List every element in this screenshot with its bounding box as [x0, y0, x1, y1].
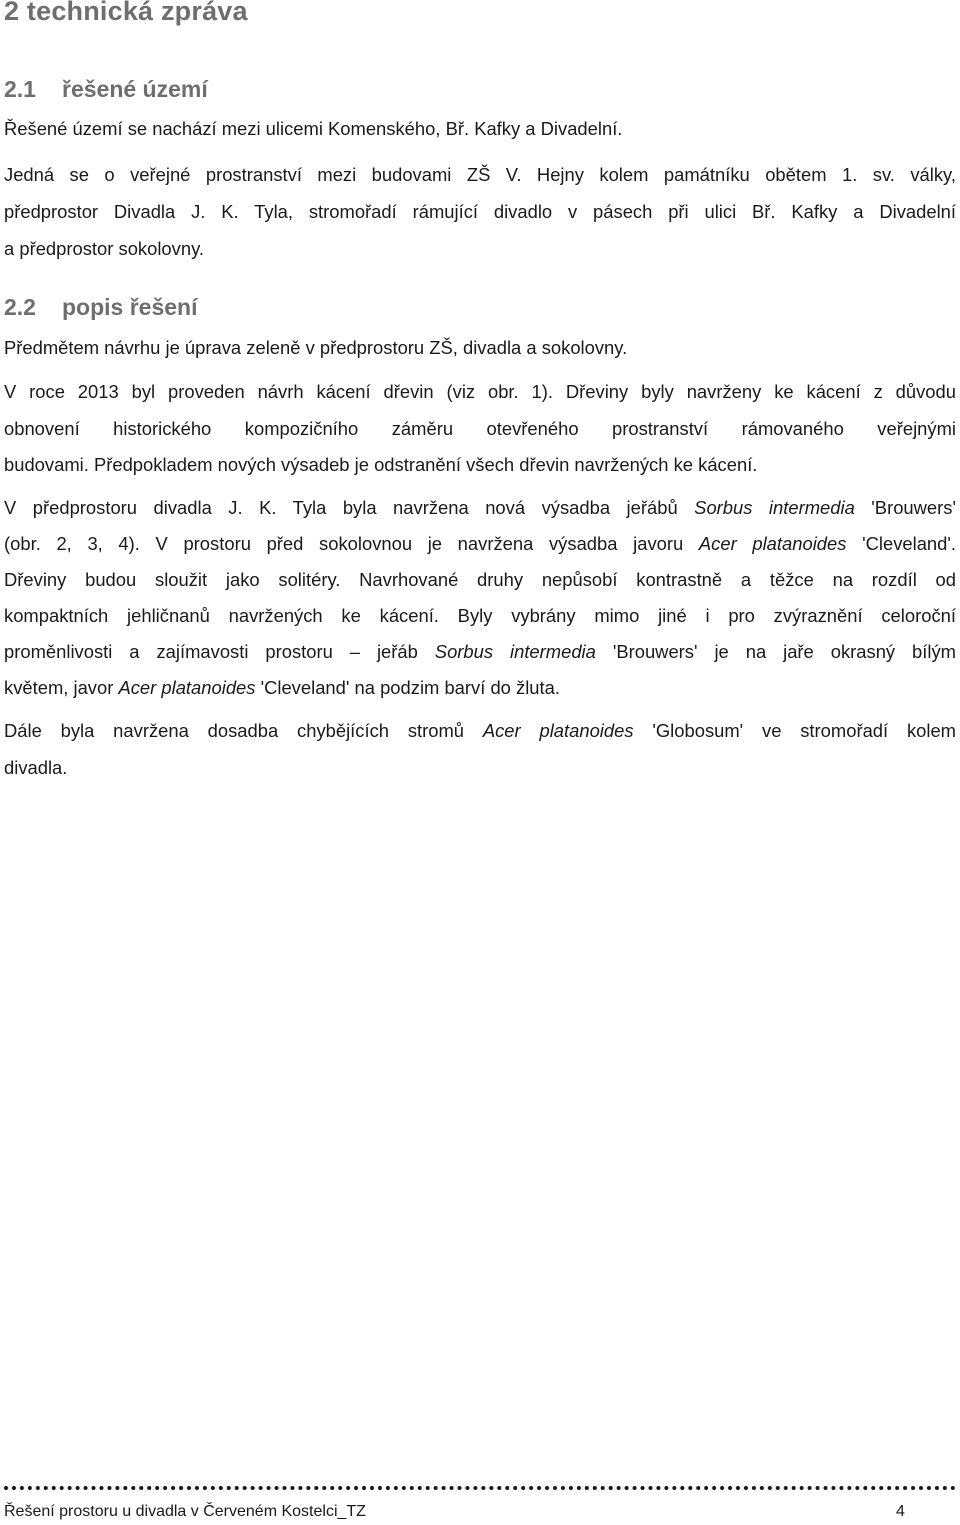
text-run: V předprostoru divadla J. K. Tyla byla navržena nová výsadba jeřábů [4, 497, 695, 518]
paragraph-line: kompaktních jehličnanů navržených ke kácení. Byly vybrány mimo jiné i pro zvýraznění celoroční [4, 605, 956, 626]
chapter-heading: 2 technická zpráva [4, 0, 248, 26]
section-number: 2.1 [4, 76, 36, 102]
paragraph-line [4, 526, 956, 563]
text-run: květem, javor [4, 677, 119, 698]
footer-title: Řešení prostoru u divadla v Červeném Kostelci_TZ [4, 1503, 366, 1520]
latin-species-name: Sorbus intermedia [694, 497, 855, 518]
text-run: proměnlivosti a zajímavosti prostoru – jeřáb [4, 641, 435, 662]
text-run: 'Cleveland' na podzim barví do žluta. [255, 677, 560, 698]
latin-species-name: Sorbus intermedia [434, 641, 596, 662]
paragraph-line: obnovení historického kompozičního záměru otevřeného prostranství rámovaného veřejnými [4, 418, 956, 439]
paragraph: Předmětem návrhu je úprava zeleně v předprostoru ZŠ, divadla a sokolovny. [4, 337, 628, 358]
paragraph-line [4, 634, 956, 671]
paragraph: Řešené území se nachází mezi ulicemi Komenského, Bř. Kafky a Divadelní. [4, 118, 623, 139]
paragraph-line: předprostor Divadla J. K. Tyla, stromořadí rámující divadlo v pásech při ulici Bř. Kafky a Divadelní [4, 201, 956, 222]
section-heading-2-1 [4, 76, 208, 103]
text-run: 'Cleveland'. [846, 533, 957, 554]
paragraph-line [4, 670, 956, 707]
footer-divider [4, 1486, 956, 1490]
text-run: Dále byla navržena dosadba chybějících stromů [4, 720, 483, 741]
paragraph-line: Dřeviny budou sloužit jako solitéry. Navrhované druhy nepůsobí kontrastně a těžce na rozdíl od [4, 569, 956, 590]
section-title: popis řešení [62, 294, 198, 320]
paragraph-line [4, 490, 956, 527]
paragraph-line: Jedná se o veřejné prostranství mezi budovami ZŠ V. Hejny kolem památníku obětem 1. sv. války, [4, 164, 956, 185]
section-title: řešené území [62, 76, 208, 102]
paragraph-line: divadla. [4, 757, 68, 778]
section-heading-2-2 [4, 294, 197, 321]
text-run: 'Brouwers' [854, 497, 956, 518]
paragraph-line: budovami. Předpokladem nových výsadeb je odstranění všech dřevin navržených ke kácení. [4, 454, 758, 475]
paragraph-line [4, 713, 956, 750]
text-run: 'Brouwers' je na jaře okrasný bílým [595, 641, 956, 662]
latin-species-name: Acer platanoides [482, 720, 634, 741]
latin-species-name: Acer platanoides [698, 533, 847, 554]
text-run: (obr. 2, 3, 4). V prostoru před sokolovnou je navržena výsadba javoru [4, 533, 699, 554]
text-run: 'Globosum' ve stromořadí kolem [633, 720, 957, 741]
latin-species-name: Acer platanoides [118, 677, 256, 698]
paragraph-line: V roce 2013 byl proveden návrh kácení dřevin (viz obr. 1). Dřeviny byly navrženy ke kácení z důvodu [4, 381, 956, 402]
section-number: 2.2 [4, 294, 36, 320]
page-number: 4 [896, 1503, 905, 1520]
paragraph-line: a předprostor sokolovny. [4, 238, 205, 259]
